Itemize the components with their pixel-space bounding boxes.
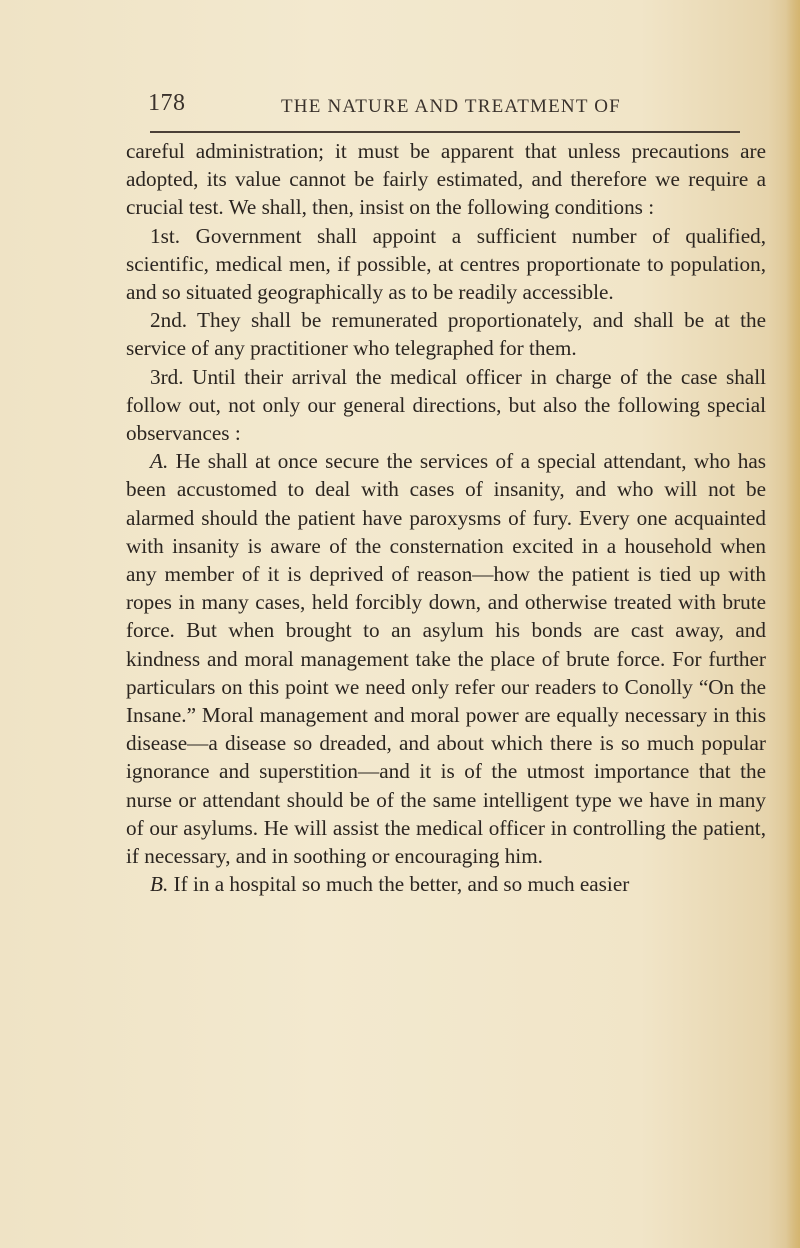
paragraph-3 — [126, 306, 766, 362]
body-text — [126, 137, 766, 898]
paragraph-1 — [126, 137, 766, 222]
paragraph-5-lead: A. — [150, 449, 169, 474]
paragraph-2 — [126, 222, 766, 307]
paragraph-2-text: 1st. Government shall appoint a sufficient number of qualified, scientific, medical men, if possible, at centres proportionate to population, and so situated geographically as to be readily accessible. — [126, 223, 766, 305]
paragraph-4-text: 3rd. Until their arrival the medical officer in charge of the case shall follow out, not only our general directions, but also the following special observances : — [126, 364, 766, 446]
paragraph-1-text: careful administration; it must be apparent that unless precautions are adopted, its value cannot be fairly estimated, and therefore we require a crucial test. We shall, then, insist on the following conditions : — [126, 139, 766, 220]
paragraph-4 — [126, 363, 766, 448]
paragraph-3-text: 2nd. They shall be remunerated proportionately, and shall be at the service of any practitioner who telegraphed for them. — [126, 308, 766, 361]
paragraph-5-text: He shall at once secure the services of a special attendant, who has been accustomed to deal with cases of insanity, and who will not be alarmed should the patient have paroxysms of fury. Every one acquainted with insanity is aware of the consternation excited in a household when any member of it is deprived of reason—how the patient is tied up with ropes in many cases, held forcibly down, and otherwise treated with brute force. But when brought to an asylum his bonds are cast away, and kindness and moral management take the place of brute force. For further particulars on this point we need only refer our readers to Conolly “On the Insane.” Moral management and moral power are equally necessary in this disease—a disease so dreaded, and about which there is so much popular ignorance and superstition—and it is of the utmost importance that the nurse or attendant should be of the same intelligent type we have in many of our asylums. He will assist the medical officer in controlling the patient, if necessary, and in soothing or encouraging him. — [126, 449, 766, 869]
paragraph-6 — [126, 870, 766, 898]
page-header — [148, 90, 748, 130]
page-edge-shadow — [786, 0, 800, 1248]
paragraph-6-lead: B. — [150, 872, 169, 897]
running-head: THE NATURE AND TREATMENT OF — [281, 96, 621, 117]
header-rule — [150, 131, 740, 133]
page-number: 178 — [148, 90, 186, 116]
paragraph-5 — [126, 447, 766, 870]
paragraph-6-text: If in a hospital so much the better, and so much easier — [168, 872, 630, 897]
